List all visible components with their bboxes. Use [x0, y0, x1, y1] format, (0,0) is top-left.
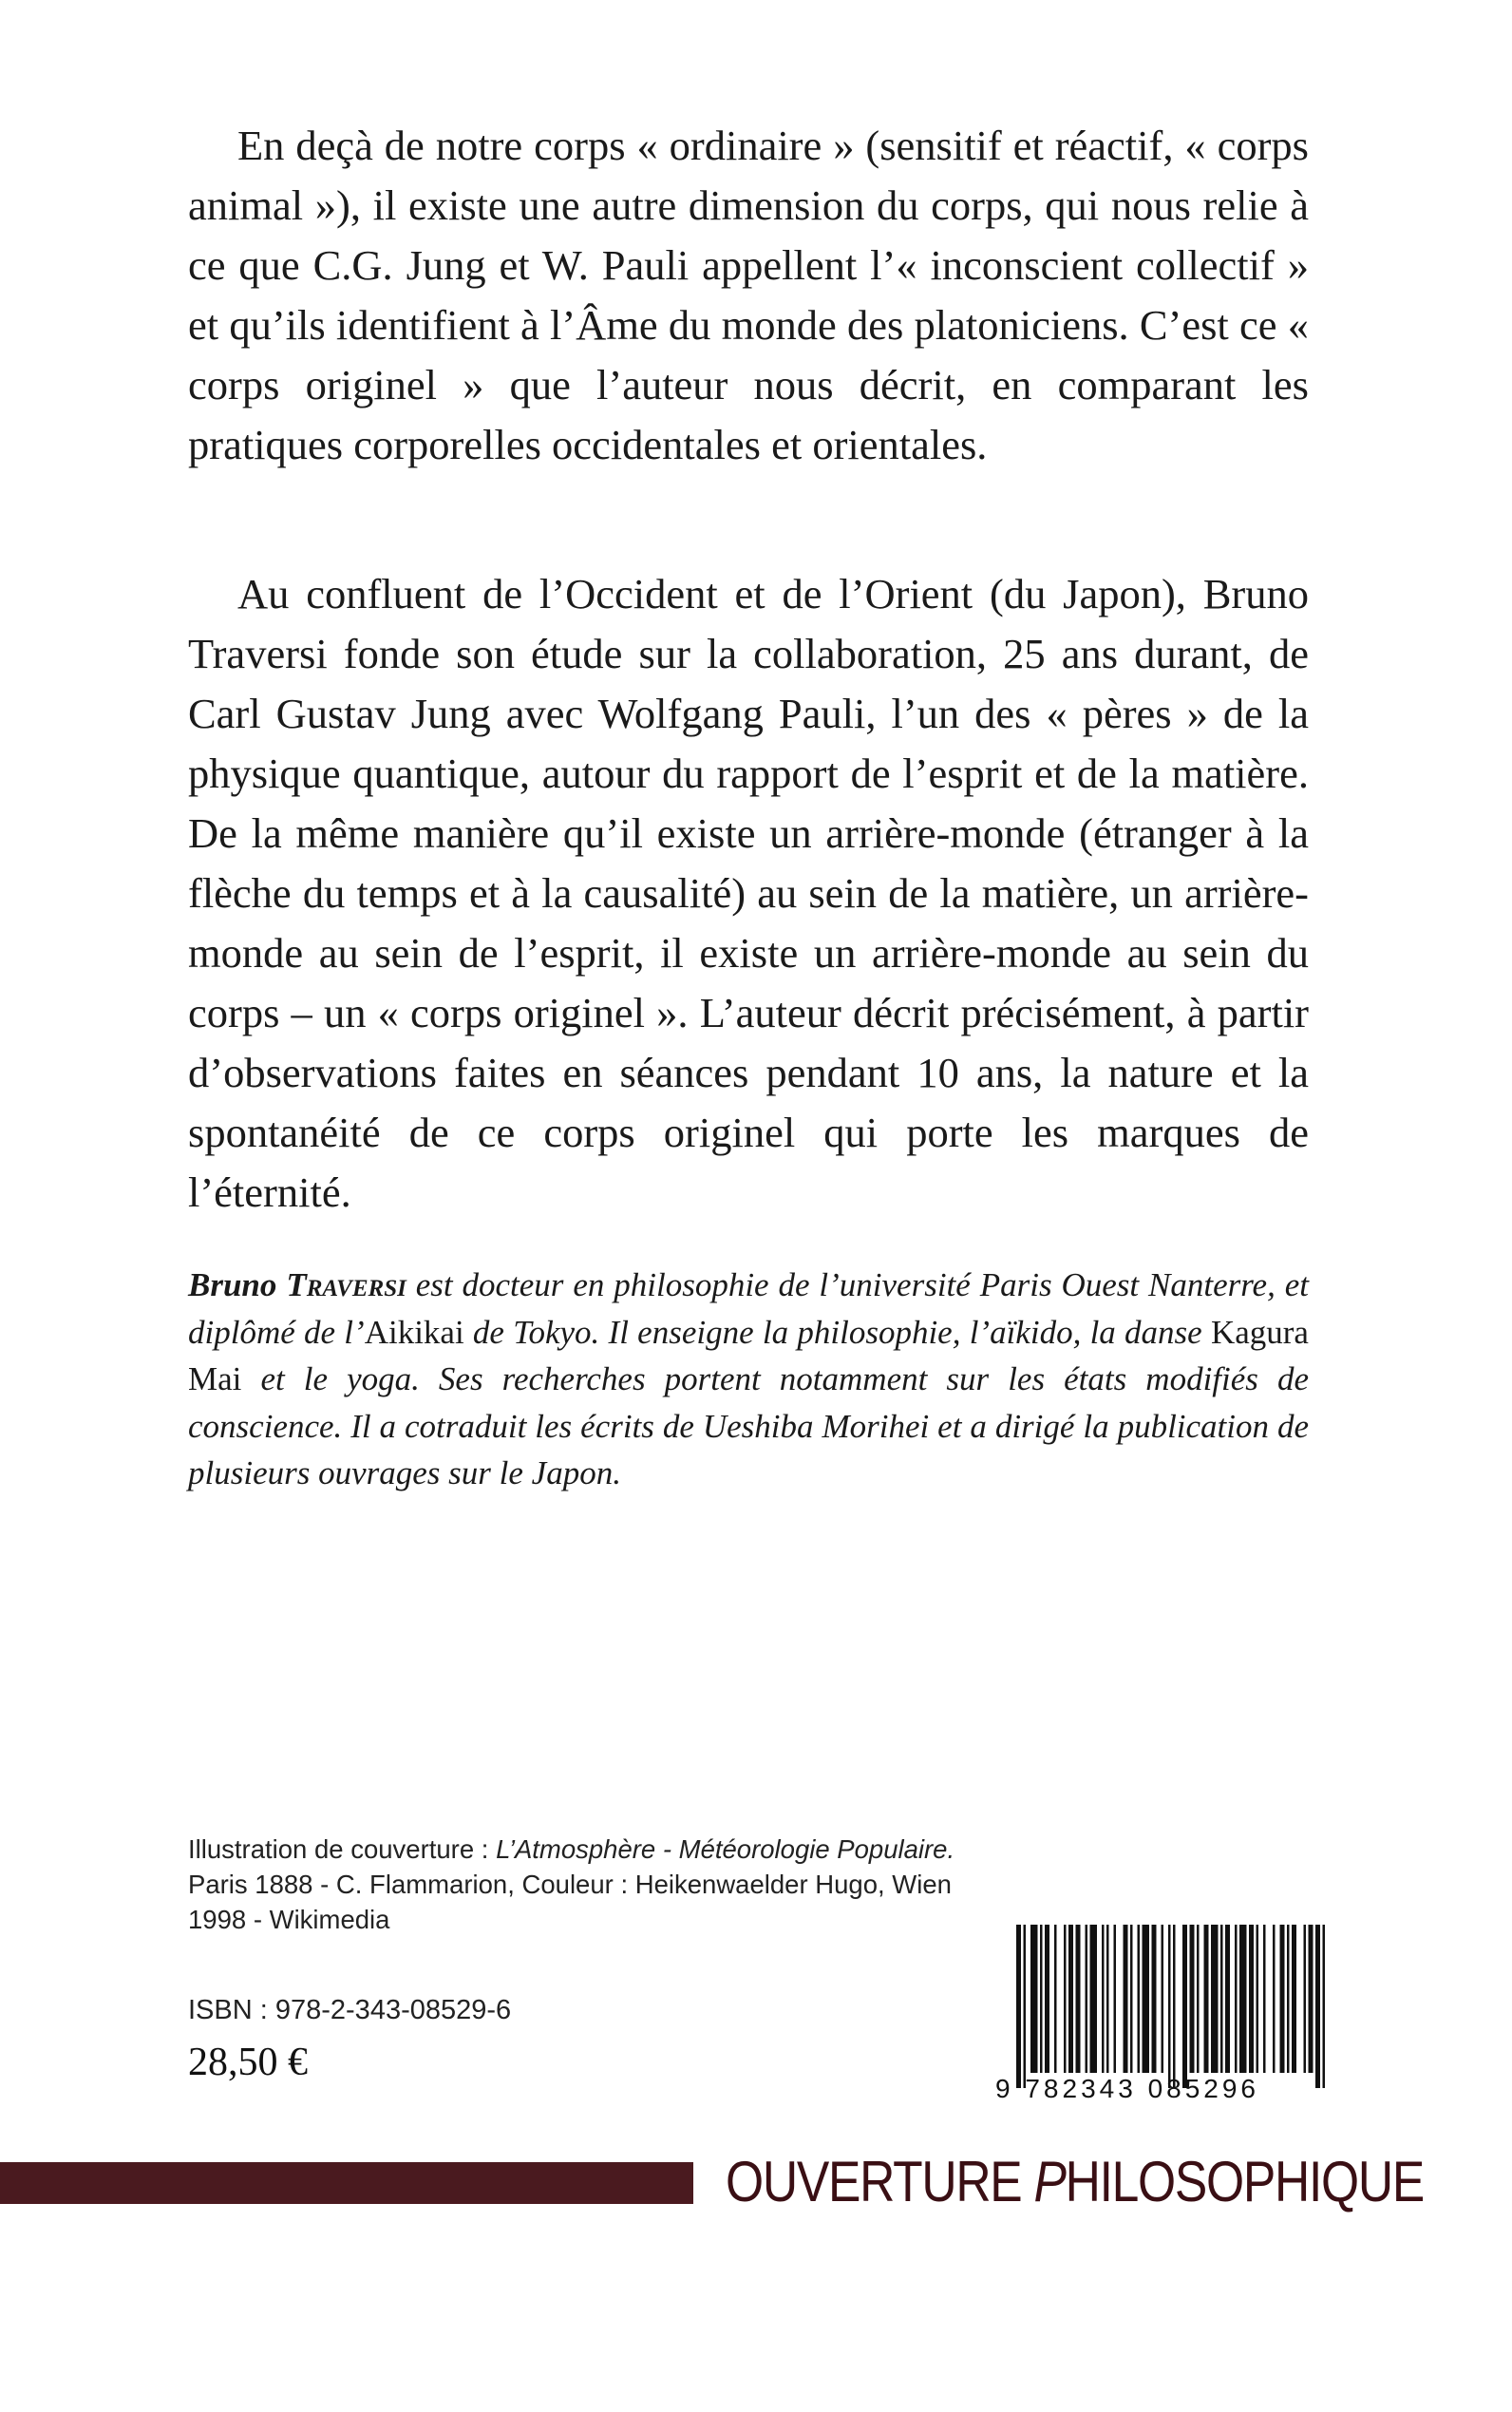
barcode-bar	[1304, 1925, 1307, 2073]
credits-title: L’Atmosphère - Météorologie Populaire.	[496, 1834, 955, 1864]
credits-prefix: Illustration de couverture :	[188, 1834, 497, 1864]
barcode-bar	[1162, 1925, 1164, 2073]
barcode-bar	[1106, 1925, 1109, 2073]
barcode-bar	[1090, 1925, 1098, 2073]
barcode-bar	[1315, 1925, 1320, 2088]
barcode-bar	[1064, 1925, 1067, 2073]
barcode-bar	[1138, 1925, 1141, 2073]
barcode-bar	[1030, 1925, 1038, 2073]
illustration-credits	[188, 1832, 967, 1937]
barcode-bar	[1190, 1925, 1195, 2073]
bio-aikikai: Aikikai	[364, 1313, 464, 1351]
bio-text-3: et le yoga. Ses recherches portent notamment sur les états modifiés de conscience. Il a cotraduit les écrits de Ueshiba Morihei et a dirigé la publication de plusieurs ouvrages sur le Japon.	[188, 1360, 1309, 1491]
barcode-bar	[1102, 1925, 1105, 2073]
summary-paragraph-1: En deçà de notre corps « ordinaire » (sensitif et réactif, « corps animal »), il existe une autre dimension du corps, qui nous relie à ce que C.G. Jung et W. Pauli appellent l’« inconscient collectif » et qu’ils identifient à l’Âme du monde des platoniciens. C’est ce « corps originel » que l’auteur nous décrit, en comparant les pratiques corporelles occidentales et orientales.	[188, 122, 1309, 468]
barcode-bar	[1273, 1925, 1276, 2073]
barcode-bar	[1220, 1925, 1223, 2073]
author-bio	[188, 1262, 1309, 1497]
barcode-bar	[1124, 1925, 1128, 2073]
barcode-bar	[1323, 1925, 1326, 2088]
barcode-bar	[1292, 1925, 1296, 2073]
barcode-bar	[1239, 1925, 1247, 2073]
barcode-bar	[1040, 1925, 1043, 2073]
collection-title-upright: OUVERTURE	[726, 2150, 1034, 2213]
barcode-bar	[1211, 1925, 1219, 2073]
barcode-bar	[1076, 1925, 1081, 2073]
barcode-bar	[1152, 1925, 1157, 2073]
barcode-bar	[1280, 1925, 1285, 2073]
bio-text-2: de Tokyo. Il enseigne la philosophie, l’aïkido, la danse	[463, 1313, 1211, 1351]
barcode-bar	[1068, 1925, 1073, 2073]
barcode-bars	[1016, 1925, 1330, 2088]
barcode-bar	[1225, 1925, 1230, 2073]
barcode-bar	[1024, 1925, 1027, 2088]
bio-text-1: est docteur en philosophie de l’université Paris Ouest Nanterre, et diplômé de l’	[188, 1266, 1309, 1351]
summary-paragraph-2: Au confluent de l’Occident et de l’Orient (du Japon), Bruno Traversi fonde son étude sur la collaboration, 25 ans durant, de Carl Gustav Jung avec Wolfgang Pauli, l’un des « pères » de la physique quantique, autour du rapport de l’esprit et de la matière. De la même manière qu’il existe un arrière-monde (étranger à la flèche du temps et à la causalité) au sein de la matière, un arrière-monde au sein de l’esprit, il existe un arrière-monde au sein du corps – un « corps originel ». L’auteur décrit précisément, à partir d’observations faites en séances pendant 10 ans, la nature et la spontanéité de ce corps originel qui porte les marques de l’éternité.	[188, 570, 1309, 1216]
collection-color-bar	[0, 2162, 693, 2204]
barcode-bar	[1204, 1925, 1209, 2073]
barcode-bar	[1235, 1925, 1238, 2073]
barcode-bar	[1263, 1925, 1266, 2073]
barcode-bar	[1143, 1925, 1150, 2073]
isbn-text: ISBN : 978-2-343-08529-6	[188, 1995, 512, 2025]
barcode-bar	[1086, 1925, 1088, 2073]
barcode-bar	[1054, 1925, 1057, 2073]
barcode-bar	[1249, 1925, 1254, 2073]
price-text: 28,50 €	[188, 2041, 308, 2084]
barcode-bar	[1173, 1925, 1176, 2088]
barcode-bar	[1257, 1925, 1259, 2073]
credits-rest: Paris 1888 - C. Flammarion, Couleur : Heikenwaelder Hugo, Wien 1998 - Wikimedia	[188, 1870, 952, 1934]
barcode-digits: 9 782343 085296	[995, 2074, 1259, 2103]
barcode-bar	[1287, 1925, 1290, 2073]
collection-title-italic: P	[1033, 2150, 1066, 2213]
author-first-name: Bruno	[188, 1266, 277, 1303]
barcode-bar	[1182, 1925, 1187, 2088]
barcode-bar	[1114, 1925, 1117, 2073]
barcode-bar	[1130, 1925, 1133, 2073]
barcode-bar	[1016, 1925, 1021, 2088]
barcode-bar	[1197, 1925, 1200, 2073]
collection-title	[726, 2149, 1424, 2215]
collection-title-rest: HILOSOPHIQUE	[1065, 2150, 1424, 2213]
bio-kagura: Kagura Mai	[188, 1313, 1309, 1397]
barcode-bar	[1045, 1925, 1049, 2073]
barcode-bar	[1168, 1925, 1171, 2088]
author-last-name: Traversi	[286, 1266, 406, 1303]
barcode-bar	[1309, 1925, 1314, 2073]
